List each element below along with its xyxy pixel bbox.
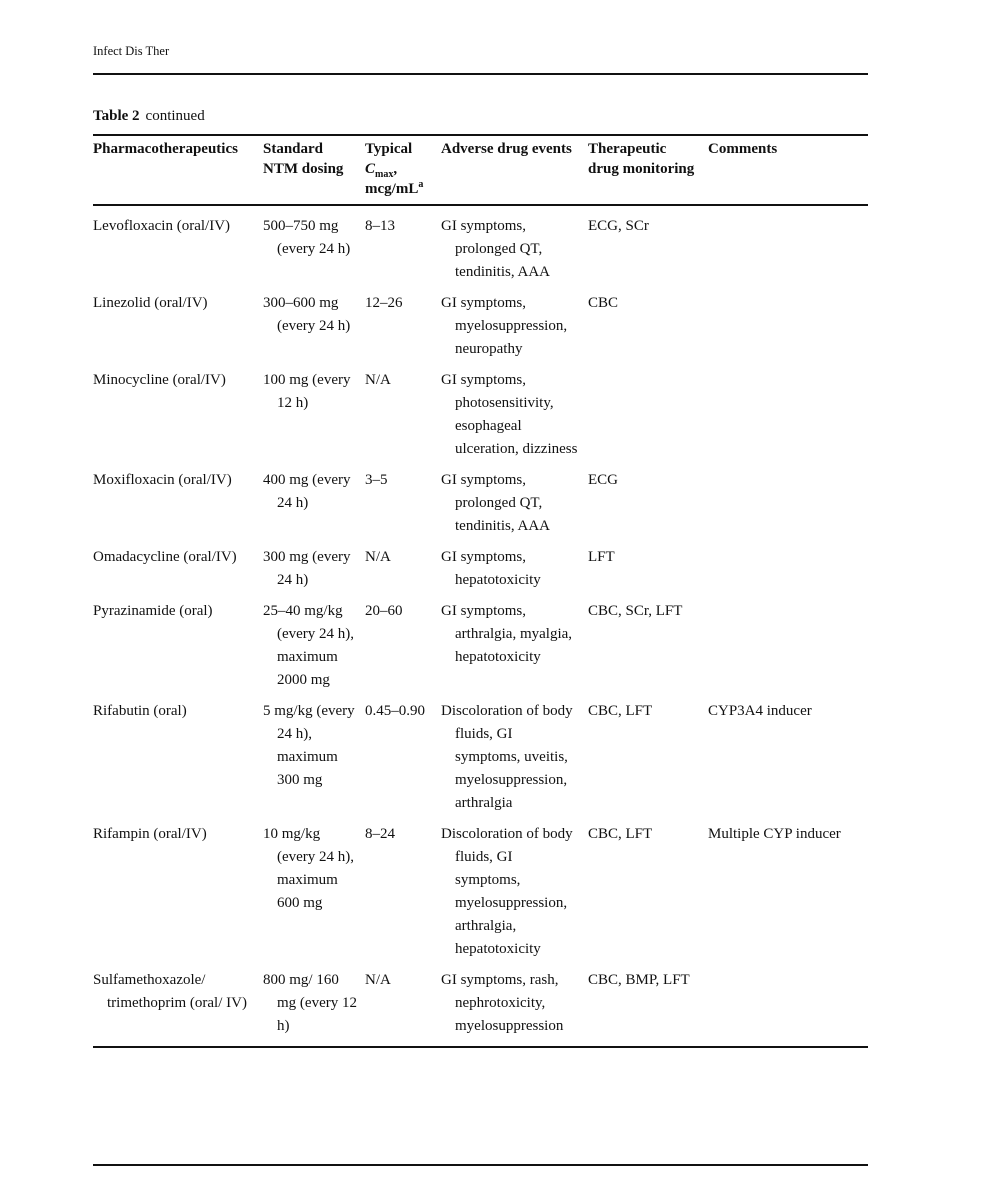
cell-comments xyxy=(708,700,868,823)
cell-dosing-text: 300 mg (every 24 h) xyxy=(263,549,351,588)
cell-dosing xyxy=(263,969,365,1047)
cell-monitoring xyxy=(588,969,708,1047)
cell-adverse-events xyxy=(441,823,588,969)
cell-monitoring-text: LFT xyxy=(588,549,615,565)
cell-dosing-text: 5 mg/kg (every 24 h), maximum 300 mg xyxy=(263,703,355,788)
cell-comments-text: CYP3A4 inducer xyxy=(708,703,812,719)
cell-cmax-text: 8–24 xyxy=(365,826,395,842)
cell-comments xyxy=(708,205,868,292)
cell-monitoring-text: ECG, SCr xyxy=(588,218,649,234)
cell-drug xyxy=(93,205,263,292)
footer-rule xyxy=(93,1164,868,1166)
header-adverse-events: Adverse drug events xyxy=(441,141,572,157)
cell-dosing-text: 800 mg/ 160 mg (every 12 h) xyxy=(263,972,357,1034)
table-row xyxy=(93,546,868,600)
cell-cmax xyxy=(365,469,441,546)
cell-cmax-text: N/A xyxy=(365,972,391,988)
cell-drug-text: Levofloxacin (oral/IV) xyxy=(93,218,231,234)
cell-monitoring xyxy=(588,205,708,292)
cell-monitoring xyxy=(588,600,708,700)
cell-dosing xyxy=(263,369,365,469)
table-caption-text: continued xyxy=(145,108,205,124)
cell-comments xyxy=(708,292,868,369)
cell-monitoring xyxy=(588,469,708,546)
table-row xyxy=(93,292,868,369)
cell-comments xyxy=(708,969,868,1047)
cell-monitoring-text: ECG xyxy=(588,472,618,488)
cell-adverse-events-text: Discoloration of body fluids, GI symptoms, uveitis, myelosuppression, arthralgia xyxy=(441,703,573,811)
table-row xyxy=(93,369,868,469)
cell-adverse-events-text: GI symptoms, myelosuppression, neuropathy xyxy=(441,295,568,357)
cell-comments xyxy=(708,369,868,469)
cell-dosing-text: 400 mg (every 24 h) xyxy=(263,472,351,511)
header-cmax-c: C xyxy=(365,161,376,177)
cell-monitoring-text: CBC, BMP, LFT xyxy=(588,972,690,988)
cell-comments xyxy=(708,546,868,600)
cell-comments xyxy=(708,600,868,700)
table-row xyxy=(93,823,868,969)
cell-cmax xyxy=(365,369,441,469)
table-row xyxy=(93,205,868,292)
cell-cmax xyxy=(365,700,441,823)
cell-monitoring xyxy=(588,292,708,369)
cell-adverse-events xyxy=(441,469,588,546)
cell-dosing xyxy=(263,600,365,700)
header-row xyxy=(93,135,868,205)
header-monitoring: Therapeutic drug monitoring xyxy=(588,141,695,177)
cell-cmax xyxy=(365,546,441,600)
header-rule xyxy=(93,73,868,75)
cell-monitoring xyxy=(588,369,708,469)
cell-cmax-text: N/A xyxy=(365,549,391,565)
cell-cmax xyxy=(365,969,441,1047)
cell-drug xyxy=(93,292,263,369)
table-row xyxy=(93,969,868,1047)
cell-drug xyxy=(93,823,263,969)
cell-drug xyxy=(93,700,263,823)
cell-dosing-text: 300–600 mg (every 24 h) xyxy=(263,295,351,334)
cell-drug xyxy=(93,469,263,546)
cell-cmax-text: 20–60 xyxy=(365,603,403,619)
cell-cmax xyxy=(365,292,441,369)
table-row xyxy=(93,600,868,700)
cell-drug xyxy=(93,546,263,600)
cell-dosing xyxy=(263,546,365,600)
cell-dosing-text: 100 mg (every 12 h) xyxy=(263,372,351,411)
cell-cmax-text: N/A xyxy=(365,372,391,388)
cell-cmax-text: 8–13 xyxy=(365,218,395,234)
running-head: Infect Dis Ther xyxy=(93,44,170,58)
cell-adverse-events xyxy=(441,205,588,292)
header-cmax-prefix: Typical xyxy=(365,141,413,157)
cell-cmax xyxy=(365,600,441,700)
cell-drug-text: Rifabutin (oral) xyxy=(93,703,187,719)
header-comments: Comments xyxy=(708,141,778,157)
cell-monitoring-text: CBC xyxy=(588,295,619,311)
cell-adverse-events xyxy=(441,292,588,369)
cell-adverse-events-text: GI symptoms, prolonged QT, tendinitis, AAA xyxy=(441,472,551,534)
cell-monitoring-text: CBC, SCr, LFT xyxy=(588,603,683,619)
header-cmax-sub: max xyxy=(375,169,394,180)
table-caption-label: Table 2 xyxy=(93,108,140,124)
cell-monitoring xyxy=(588,823,708,969)
cell-drug-text: Moxifloxacin (oral/IV) xyxy=(93,472,232,488)
cell-cmax-text: 0.45–0.90 xyxy=(365,703,425,719)
cell-dosing-text: 25–40 mg/kg (every 24 h), maximum 2000 mg xyxy=(263,603,355,688)
cell-dosing xyxy=(263,823,365,969)
cell-adverse-events-text: GI symptoms, photosensitivity, esophageal ulceration, dizziness xyxy=(441,372,578,457)
header-dosing: Standard NTM dosing xyxy=(263,141,344,177)
cell-comments xyxy=(708,469,868,546)
cell-drug-text: Rifampin (oral/IV) xyxy=(93,826,207,842)
header-cmax-footnote: a xyxy=(418,179,424,190)
cell-drug-text: Linezolid (oral/IV) xyxy=(93,295,208,311)
cell-adverse-events-text: GI symptoms, hepatotoxicity xyxy=(441,549,541,588)
cell-adverse-events xyxy=(441,600,588,700)
cell-drug xyxy=(93,369,263,469)
cell-cmax-text: 12–26 xyxy=(365,295,403,311)
cell-adverse-events-text: GI symptoms, arthralgia, myalgia, hepatotoxicity xyxy=(441,603,573,665)
cell-drug-text: Pyrazinamide (oral) xyxy=(93,603,213,619)
cell-cmax xyxy=(365,205,441,292)
cell-monitoring xyxy=(588,700,708,823)
cell-drug xyxy=(93,600,263,700)
cell-adverse-events-text: GI symptoms, rash, nephrotoxicity, myelosuppression xyxy=(441,972,564,1034)
cell-drug-text: Omadacycline (oral/IV) xyxy=(93,549,237,565)
cell-dosing-text: 500–750 mg (every 24 h) xyxy=(263,218,351,257)
cell-comments xyxy=(708,823,868,969)
cell-drug-text: Minocycline (oral/IV) xyxy=(93,372,226,388)
cell-comments-text: Multiple CYP inducer xyxy=(708,826,841,842)
cell-dosing xyxy=(263,292,365,369)
cell-adverse-events-text: Discoloration of body fluids, GI symptoms, myelosuppression, arthralgia, hepatotoxicity xyxy=(441,826,573,957)
drug-table xyxy=(93,134,868,1048)
table-caption xyxy=(93,108,205,125)
cell-adverse-events-text: GI symptoms, prolonged QT, tendinitis, AAA xyxy=(441,218,551,280)
cell-monitoring xyxy=(588,546,708,600)
cell-monitoring-text: CBC, LFT xyxy=(588,826,653,842)
cell-adverse-events xyxy=(441,546,588,600)
table-row xyxy=(93,469,868,546)
header-cmax-units: , mcg/mL xyxy=(365,161,419,197)
cell-drug-text: Sulfamethoxazole/ trimethoprim (oral/ IV) xyxy=(93,972,247,1011)
cell-cmax xyxy=(365,823,441,969)
cell-adverse-events xyxy=(441,369,588,469)
cell-adverse-events xyxy=(441,969,588,1047)
cell-dosing xyxy=(263,205,365,292)
cell-monitoring-text: CBC, LFT xyxy=(588,703,653,719)
cell-drug xyxy=(93,969,263,1047)
header-pharmacotherapeutics: Pharmacotherapeutics xyxy=(93,141,238,157)
cell-dosing xyxy=(263,469,365,546)
cell-dosing xyxy=(263,700,365,823)
cell-cmax-text: 3–5 xyxy=(365,472,388,488)
table-body xyxy=(93,205,868,1047)
cell-dosing-text: 10 mg/kg (every 24 h), maximum 600 mg xyxy=(263,826,355,911)
table-header xyxy=(93,135,868,205)
table-row xyxy=(93,700,868,823)
cell-adverse-events xyxy=(441,700,588,823)
header-cmax xyxy=(365,135,441,205)
